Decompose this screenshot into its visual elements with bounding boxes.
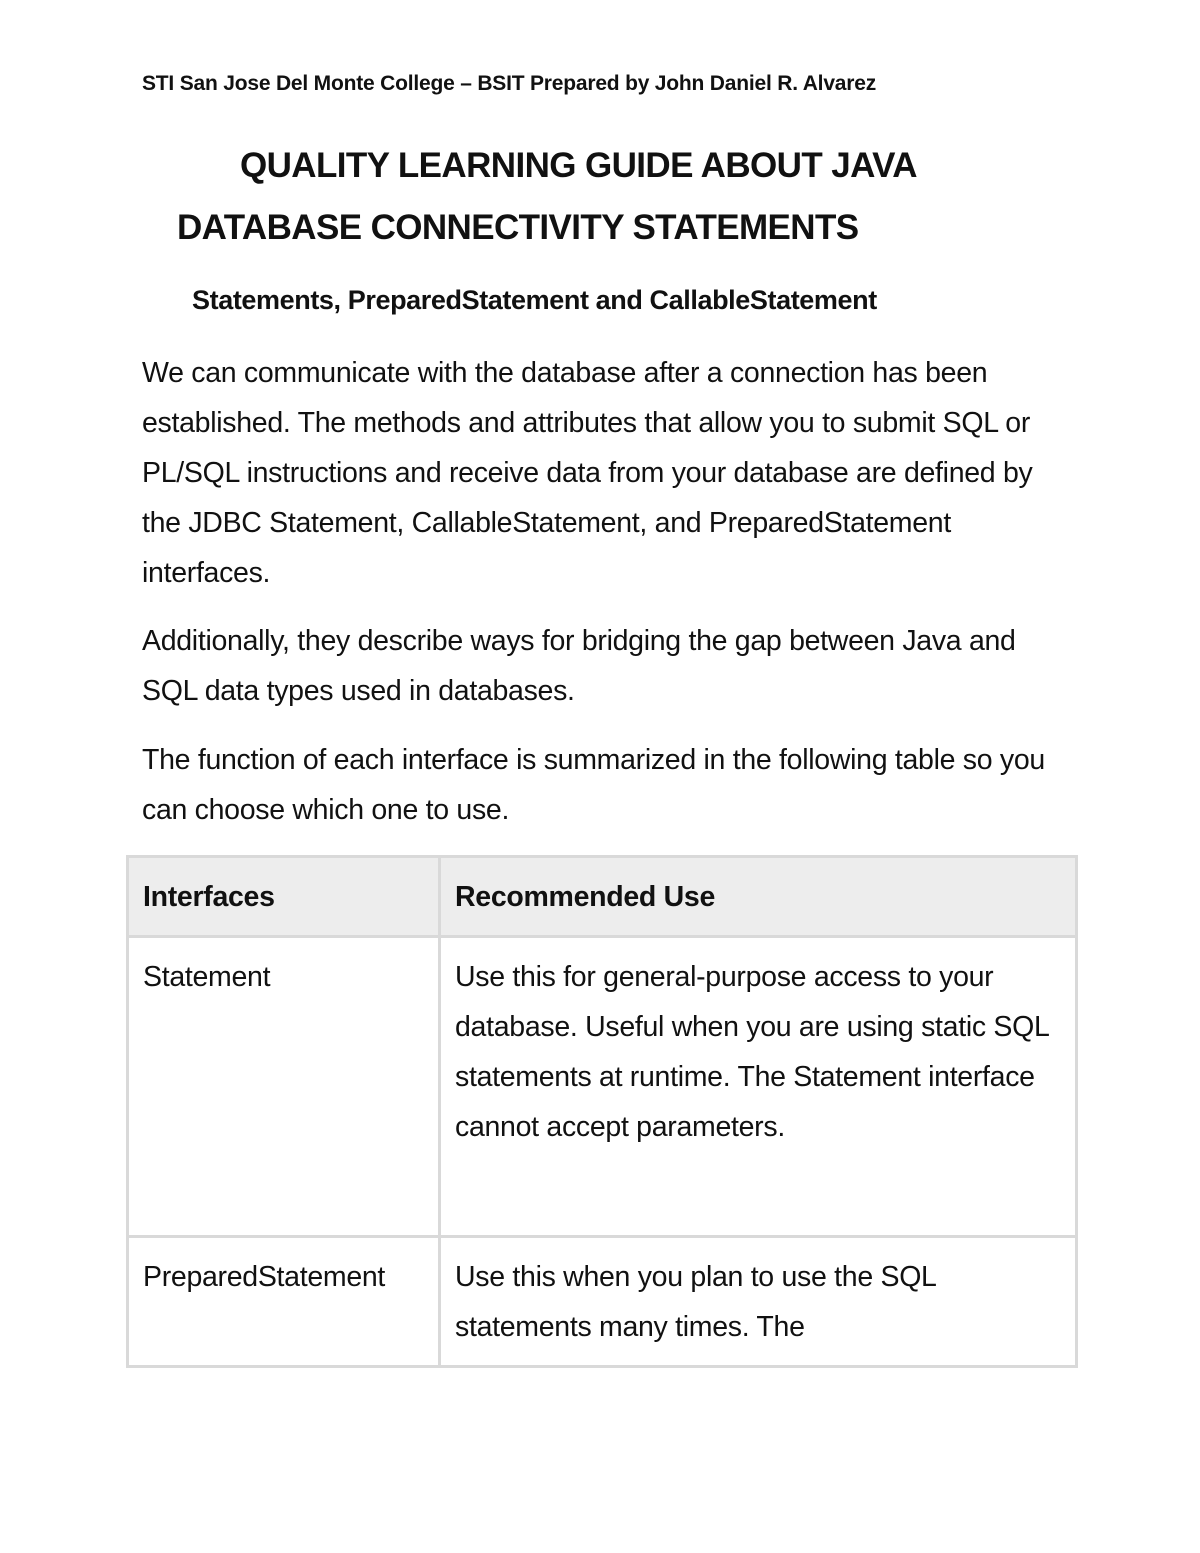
table-cell-interface: PreparedStatement <box>128 1237 440 1367</box>
table-cell-interface: Statement <box>128 937 440 1237</box>
table-row <box>128 1237 1077 1367</box>
paragraph-table-intro: The function of each interface is summarized in the following table so you can choose which one to use. <box>142 744 1045 826</box>
table-cell-use: Use this for general-purpose access to your database. Useful when you are using static SQL statements at runtime. The Statement interface cannot accept parameters. <box>440 937 1077 1237</box>
document-title-line-2: DATABASE CONNECTIVITY STATEMENTS <box>177 208 859 247</box>
document-title-line-1: QUALITY LEARNING GUIDE ABOUT JAVA <box>240 146 917 185</box>
section-subtitle: Statements, PreparedStatement and CallableStatement <box>192 285 877 315</box>
table-header-row <box>128 857 1077 937</box>
table-row <box>128 937 1077 1237</box>
interfaces-table <box>126 855 1078 1368</box>
page-header: STI San Jose Del Monte College – BSIT Prepared by John Daniel R. Alvarez <box>142 72 877 95</box>
table-cell-use: Use this when you plan to use the SQL statements many times. The <box>440 1237 1077 1367</box>
table-header-recommended-use: Recommended Use <box>440 857 1077 937</box>
paragraph-data-types: Additionally, they describe ways for bridging the gap between Java and SQL data types used in databases. <box>142 625 1016 707</box>
table-header-interfaces: Interfaces <box>128 857 440 937</box>
paragraph-intro: We can communicate with the database after a connection has been established. The methods and attributes that allow you to submit SQL or PL/SQL instructions and receive data from your database are defined by the JDBC Statement, CallableStatement, and PreparedStatement interfaces. <box>142 357 1033 589</box>
